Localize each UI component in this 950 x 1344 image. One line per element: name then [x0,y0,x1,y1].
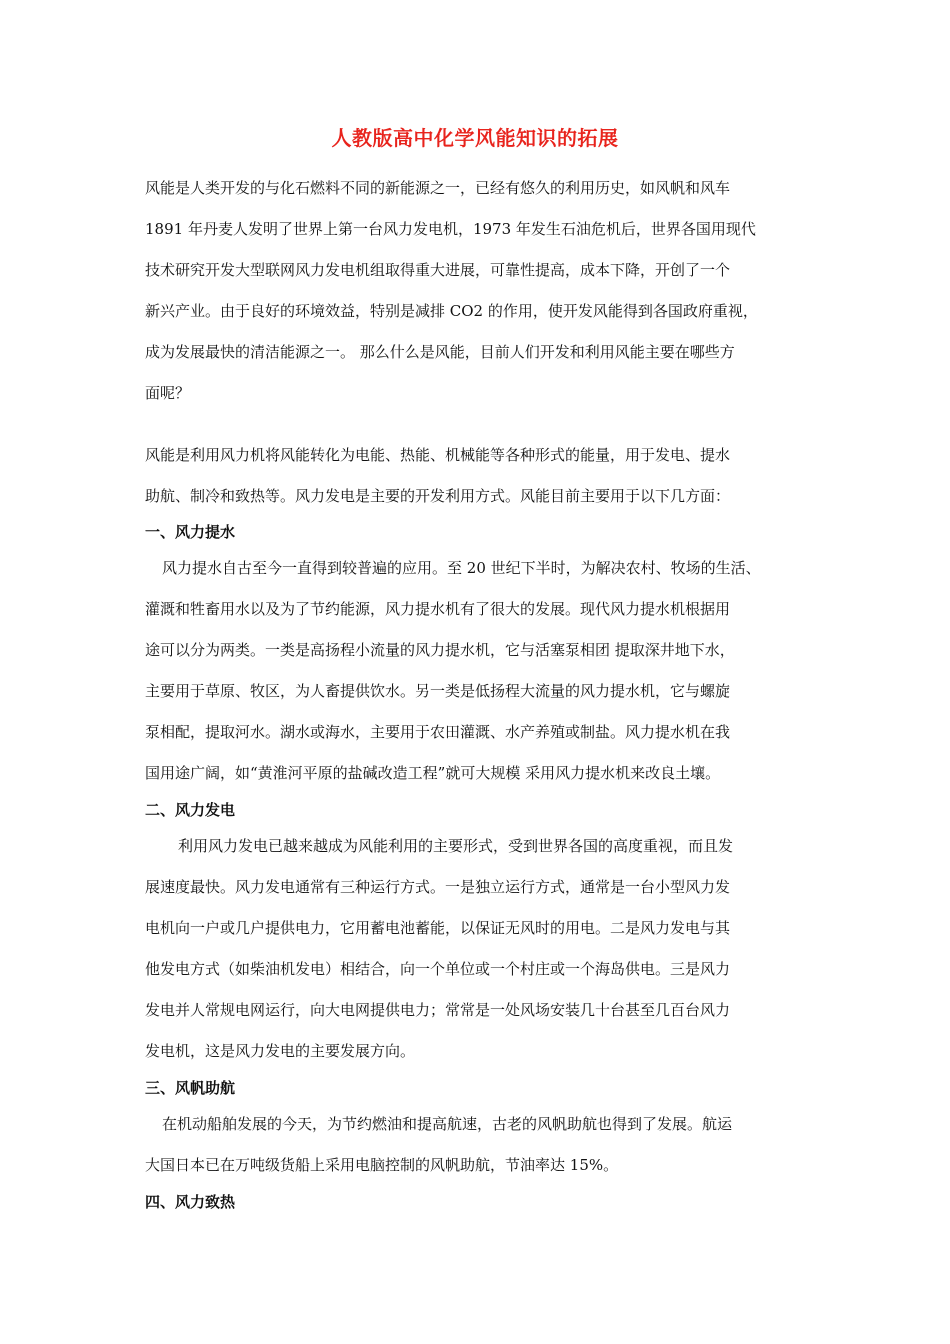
section-heading: 二、风力发电 [145,801,236,819]
section2-line: 展速度最快。风力发电通常有三种运行方式。一是独立运行方式，通常是一台小型风力发 [145,878,731,896]
section-heading: 一、风力提水 [145,523,236,541]
section2-line: 电机向一户或几户提供电力，它用蓄电池蓄能，以保证无风时的用电。二是风力发电与其 [145,919,731,937]
section1-line: 途可以分为两类。一类是高扬程小流量的风力提水机，它与活塞泵相团 提取深井地下水， [145,641,735,659]
section2-line: 发电并人常规电网运行，向大电网提供电力；常常是一处风场安装几十台甚至几百台风力 [145,1001,731,1019]
intro-line: 1891 年丹麦人发明了世界上第一台风力发电机，1973 年发生石油危机后，世界各国用现代 [145,220,756,238]
intro-line: 成为发展最快的清洁能源之一。 那么什么是风能，目前人们开发和利用风能主要在哪些方 [145,343,735,361]
section-heading: 三、风帆助航 [145,1079,236,1097]
section3-line: 大国日本已在万吨级货船上采用电脑控制的风帆助航，节油率达 15%。 [145,1156,619,1174]
intro-line: 面呢？ [145,384,191,402]
section3-line: 在机动船舶发展的今天，为节约燃油和提高航速，古老的风帆助航也得到了发展。航运 [162,1115,733,1133]
intro-line: 风能是人类开发的与化石燃料不同的新能源之一，已经有悠久的利用历史，如风帆和风车 [145,179,731,197]
section1-line: 国用途广阔，如“黄淮河平原的盐碱改造工程”就可大规模 采用风力提水机来改良土壤。 [145,764,721,782]
section1-line: 灌溉和牲畜用水以及为了节约能源，风力提水机有了很大的发展。现代风力提水机根据用 [145,600,731,618]
definition-line: 助航、制冷和致热等。风力发电是主要的开发利用方式。风能目前主要用于以下几方面： [145,487,731,505]
section1-line: 主要用于草原、牧区，为人畜提供饮水。另一类是低扬程大流量的风力提水机，它与螺旋 [145,682,731,700]
section2-line: 发电机，这是风力发电的主要发展方向。 [145,1042,416,1060]
intro-line: 技术研究开发大型联网风力发电机组取得重大进展，可靠性提高，成本下降，开创了一个 [145,261,731,279]
section2-line: 利用风力发电已越来越成为风能利用的主要形式，受到世界各国的高度重视，而且发 [178,837,734,855]
intro-line: 新兴产业。由于良好的环境效益，特别是减排 CO2 的作用，使开发风能得到各国政府重视， [145,302,758,320]
section1-line: 泵相配，提取河水。湖水或海水，主要用于农田灌溉、水产养殖或制盐。风力提水机在我 [145,723,731,741]
section1-line: 风力提水自古至今一直得到较普遍的应用。至 20 世纪下半时，为解决农村、牧场的生活、 [162,559,761,577]
section2-line: 他发电方式（如柴油机发电）相结合，向一个单位或一个村庄或一个海岛供电。三是风力 [145,960,731,978]
definition-line: 风能是利用风力机将风能转化为电能、热能、机械能等各种形式的能量，用于发电、提水 [145,446,731,464]
section-heading: 四、风力致热 [145,1193,236,1211]
page-title: 人教版高中化学风能知识的拓展 [331,126,619,150]
